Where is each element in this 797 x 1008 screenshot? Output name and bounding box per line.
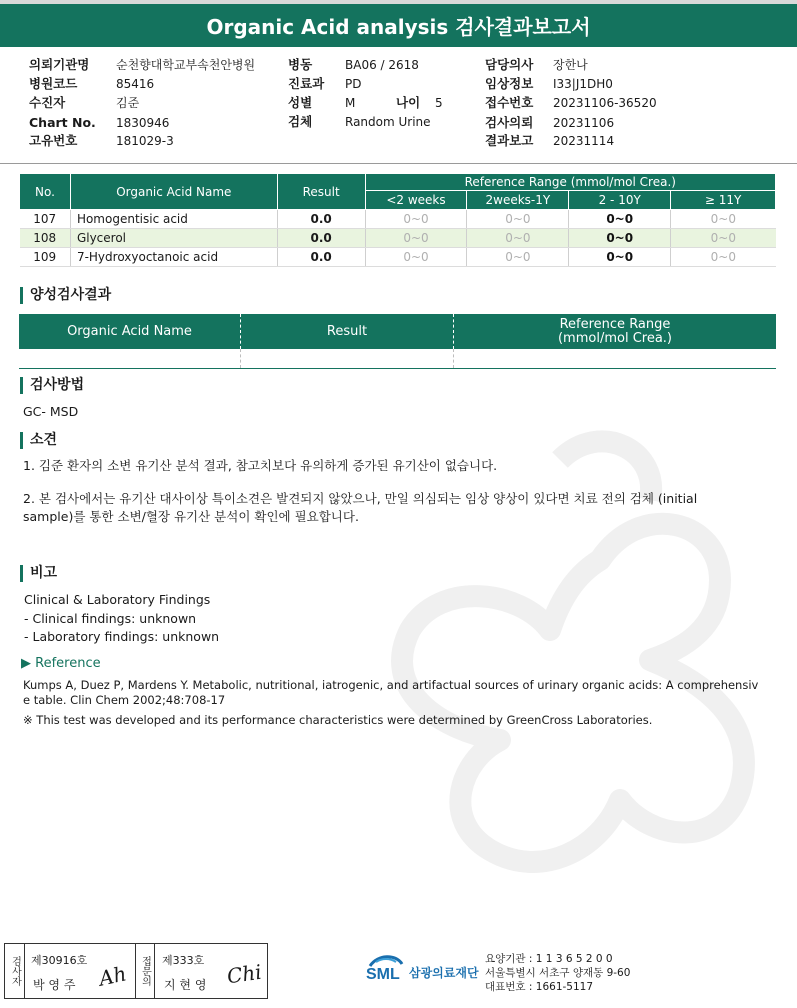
row-ref: 0~0: [671, 210, 776, 229]
info-value: 85416: [116, 77, 155, 91]
table-row: [20, 229, 776, 248]
info-label: 병동: [288, 57, 313, 72]
row-ref: 0~0: [365, 210, 467, 229]
confirmer-label: 접문의: [135, 944, 155, 998]
info-value: 20231106: [553, 116, 615, 130]
row-result: 0.0: [277, 248, 365, 267]
sub-header: 2 - 10Y: [569, 191, 671, 210]
examiner-signature: Ah: [96, 961, 129, 991]
table-row: [20, 210, 776, 229]
row-ref: 0~0: [467, 248, 569, 267]
positive-table: [19, 314, 776, 369]
report-title: [0, 0, 797, 47]
col-header-reference: Reference Range (mmol/mol Crea.): [365, 174, 775, 191]
info-label: 접수번호: [485, 95, 534, 110]
info-label: 담당의사: [485, 57, 534, 72]
row-ref-highlight: 0~0: [569, 248, 671, 267]
row-name: 7-Hydroxyoctanoic acid: [70, 248, 277, 267]
row-name: Glycerol: [70, 229, 277, 248]
section-title-remarks: 비고: [20, 565, 57, 582]
row-ref: 0~0: [467, 229, 569, 248]
info-value: I33|J1DH0: [553, 77, 613, 91]
ref-header-line2: (mmol/mol Crea.): [557, 330, 672, 346]
examiner-label: 검사자: [5, 944, 25, 998]
section-title-opinion: 소견: [20, 432, 57, 449]
remarks-line: Clinical & Laboratory Findings: [24, 592, 211, 607]
info-label: 병원코드: [29, 76, 78, 91]
col-header-name: Organic Acid Name: [70, 174, 277, 210]
table-row: [20, 248, 776, 267]
info-label: 고유번호: [29, 133, 78, 148]
examiner-no: 제30916호: [31, 954, 88, 967]
remarks-line: - Clinical findings: unknown: [24, 611, 197, 626]
row-ref-highlight: 0~0: [569, 229, 671, 248]
positive-table-row: [19, 349, 776, 369]
empty-cell: [454, 349, 776, 368]
info-label: 의뢰기관명: [29, 57, 90, 72]
info-value: 181029-3: [116, 134, 174, 148]
row-no: 108: [20, 229, 71, 248]
row-ref: 0~0: [365, 248, 467, 267]
remarks-line: - Laboratory findings: unknown: [24, 629, 220, 644]
org-name: 삼광의료재단: [409, 966, 479, 980]
report-title-text: Organic Acid analysis 검사결과보고서: [206, 15, 591, 39]
col-header-name: Organic Acid Name: [19, 314, 241, 349]
info-value: 20231106-36520: [553, 96, 657, 110]
row-ref: 0~0: [671, 229, 776, 248]
section-title-method: 검사방법: [20, 377, 84, 394]
row-ref: 0~0: [671, 248, 776, 267]
row-name: Homogentisic acid: [70, 210, 277, 229]
row-result: 0.0: [277, 229, 365, 248]
examiner-name: 박 영 주: [33, 978, 76, 992]
org-address: 서울특별시 서초구 양재동 9-60: [485, 967, 631, 979]
info-value: BA06 / 2618: [345, 58, 419, 72]
positive-table-header: [19, 314, 776, 349]
reference-title: ▶ Reference: [21, 656, 101, 671]
reference-line: Kumps A, Duez P, Mardens Y. Metabolic, nutritional, iatrogenic, and artifactual sources of urinary organic acids: A comprehensiv: [23, 678, 759, 692]
result-table: [19, 173, 776, 267]
info-label: 검체: [288, 114, 313, 129]
info-value: 1830946: [116, 116, 170, 130]
opinion-line: 2. 본 검사에서는 유기산 대사이상 특이소견은 발견되지 않았으나, 만일 의심되는 임상 양상이 있다면 치료 전의 검체 (initial: [23, 491, 698, 506]
ref-header-line1: Reference Range: [559, 316, 671, 332]
info-value: 김준: [116, 96, 140, 110]
info-value: Random Urine: [345, 115, 431, 129]
empty-cell: [241, 349, 454, 368]
age-label: 나이: [396, 95, 421, 110]
sub-header: 2weeks-1Y: [467, 191, 569, 210]
row-result: 0.0: [277, 210, 365, 229]
info-value: PD: [345, 77, 362, 91]
row-ref: 0~0: [467, 210, 569, 229]
reference-note: ※ This test was developed and its performance characteristics were determined by GreenCross Laboratories.: [23, 713, 653, 727]
info-label: 검사의뢰: [485, 115, 534, 130]
signature-box: [4, 943, 268, 999]
logo-text: SML: [366, 966, 400, 983]
row-no: 109: [20, 248, 71, 267]
info-value: 20231114: [553, 134, 615, 148]
info-value: M: [345, 96, 356, 110]
info-label: 진료과: [288, 76, 325, 91]
logo-icon: [366, 952, 406, 992]
info-label: 임상정보: [485, 76, 534, 91]
org-care-no: 요양기관 : 1 1 3 6 5 2 0 0: [485, 953, 613, 965]
age-value: 5: [435, 96, 443, 110]
confirmer-no: 제333호: [162, 954, 205, 967]
row-ref-highlight: 0~0: [569, 210, 671, 229]
info-value: 장한나: [553, 58, 588, 72]
section-title-positive: 양성검사결과: [20, 287, 111, 304]
col-header-result: Result: [241, 314, 454, 349]
reference-line: e table. Clin Chem 2002;48:708-17: [23, 693, 226, 707]
col-header-result: Result: [277, 174, 365, 210]
row-no: 107: [20, 210, 71, 229]
patient-info: [0, 48, 797, 164]
sub-header: <2 weeks: [365, 191, 467, 210]
empty-cell: [19, 349, 241, 368]
info-label: Chart No.: [29, 115, 96, 130]
row-ref: 0~0: [365, 229, 467, 248]
info-label: 성별: [288, 95, 313, 110]
col-header-no: No.: [20, 174, 71, 210]
method-text: GC- MSD: [23, 404, 79, 419]
opinion-line: 1. 김준 환자의 소변 유기산 분석 결과, 참고치보다 유의하게 증가된 유기산이 없습니다.: [23, 458, 498, 473]
confirmer-name: 지 현 영: [164, 978, 207, 992]
info-value: 순천향대학교부속천안병원: [116, 58, 256, 72]
org-phone: 대표번호 : 1661-5117: [485, 981, 594, 993]
col-header-reference: [454, 314, 776, 349]
report-footer: [0, 940, 797, 1002]
info-label: 결과보고: [485, 133, 534, 148]
info-label: 수진자: [29, 95, 66, 110]
opinion-line: sample)를 통한 소변/혈장 유기산 분석이 확인에 필요합니다.: [23, 509, 359, 524]
sub-header: ≥ 11Y: [671, 191, 776, 210]
confirmer-signature: Chi: [225, 959, 264, 989]
